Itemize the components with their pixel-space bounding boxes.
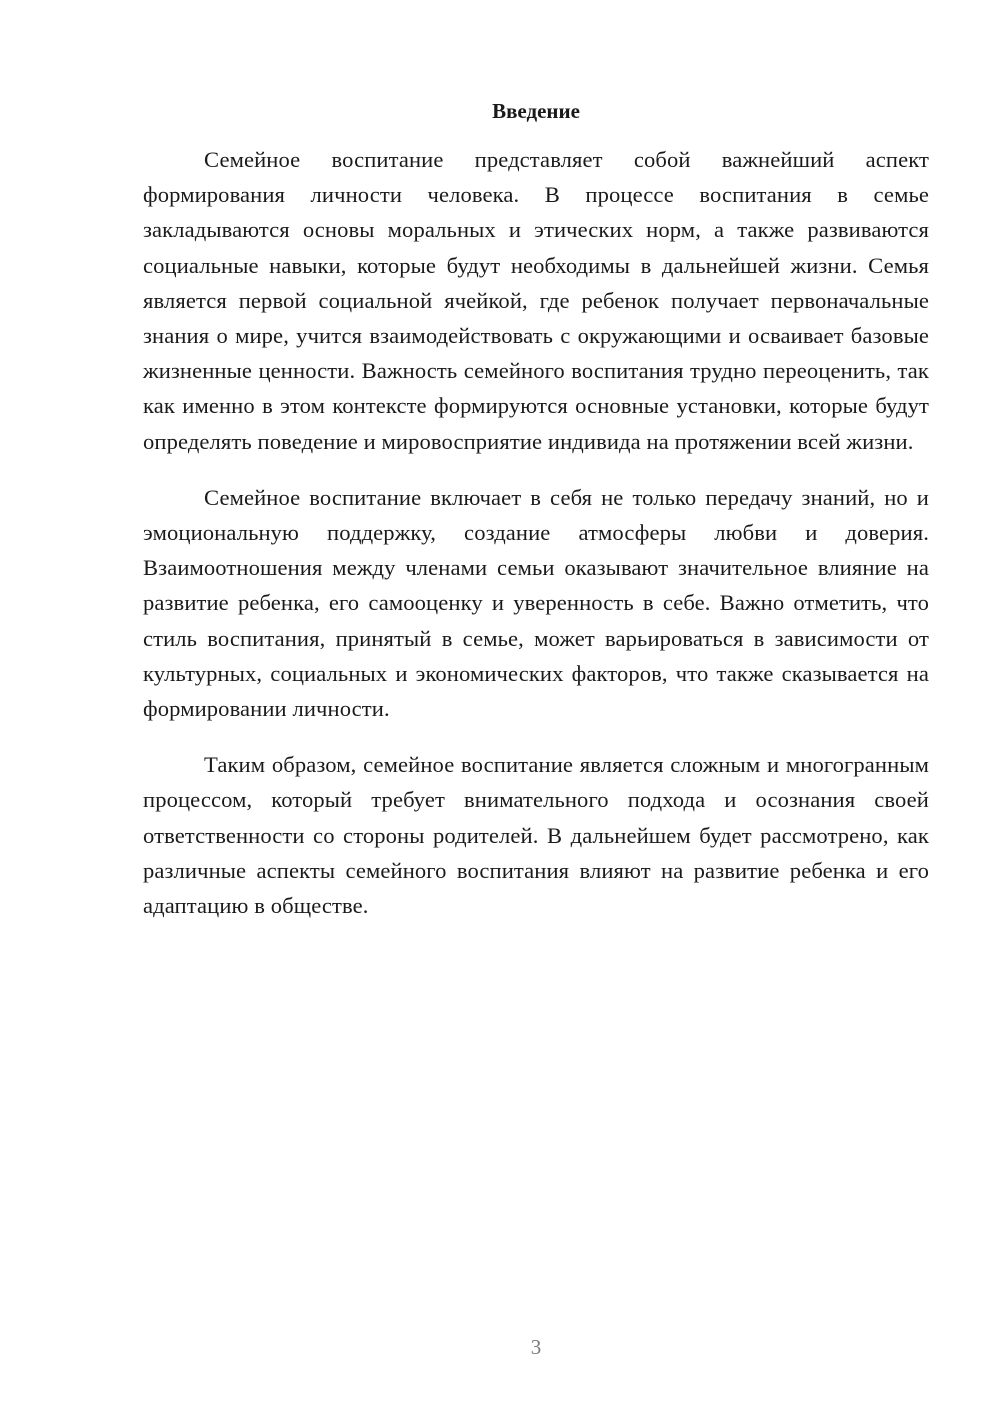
paragraph-2: Семейное воспитание включает в себя не только передачу знаний, но и эмоциональную поддержку, создание атмосферы любви и доверия. Взаимоотношения между членами семьи оказывают значительное влияние на развитие ребенка, его самооценку и уверенность в себе. Важно отметить, что стиль воспитания, принятый в семье, может варьироваться в зависимости от культурных, социальных и экономических факторов, что также сказывается на формировании личности. (143, 484, 929, 722)
paragraph-3: Таким образом, семейное воспитание является сложным и многогранным процессом, который требует внимательного подхода и осознания своей ответственности со стороны родителей. В дальнейшем будет рассмотрено, как различные аспекты семейного воспитания влияют на развитие ребенка и его адаптацию в обществе. (143, 752, 929, 919)
paragraph-1: Семейное воспитание представляет собой важнейший аспект формирования личности человека. В процессе воспитания в семье закладываются основы моральных и этических норм, а также развиваются социальные навыки, которые будут необходимы в дальнейшей жизни. Семья является первой социальной ячейкой, где ребенок получает первоначальные знания о мире, учится взаимодействовать с окружающими и осваивает базовые жизненные ценности. Важность семейного воспитания трудно переоценить, так как именно в этом контексте формируются основные установки, которые будут определять поведение и мировосприятие индивида на протяжении всей жизни. (143, 147, 929, 454)
section-title: Введение (492, 99, 580, 123)
page-number: 3 (530, 1335, 542, 1359)
document-body (143, 142, 929, 944)
